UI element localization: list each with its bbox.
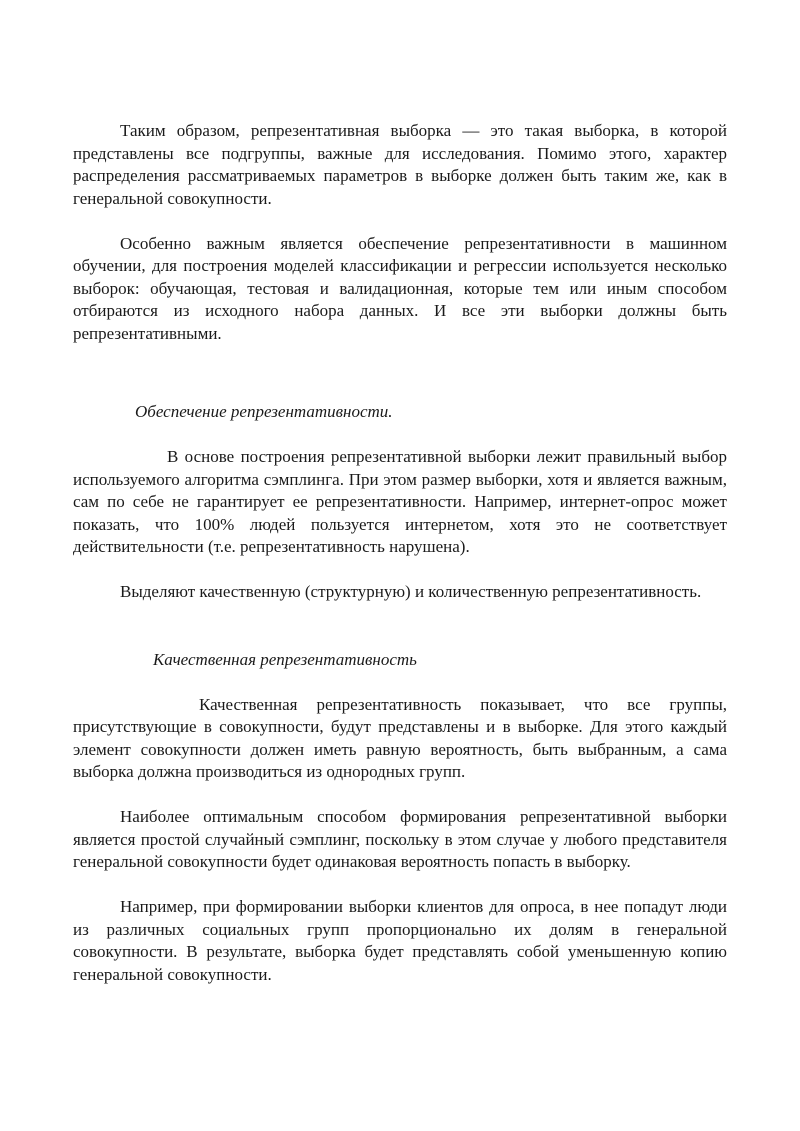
paragraph-survey-example: Например, при формировании выборки клиентов для опроса, в нее попадут люди из различных социальных групп пропорционально их долям в генеральной совокупности. В результате, выборка будет представлять собой уменьшенную копию генеральной совокупности. bbox=[73, 897, 727, 984]
paragraph-qualitative-definition: Качественная репрезентативность показывает, что все группы, присутствующие в совокупности, будут представлены и в выборке. Для этого каждый элемент совокупности должен иметь равную вероятность, быть выбранным, а сама выборка должна производиться из однородных групп. bbox=[73, 694, 727, 781]
section-spacer bbox=[73, 604, 727, 649]
section-heading-ensuring-representativeness: Обеспечение репрезентативности. bbox=[135, 402, 393, 421]
paragraph-representative-sample-definition: Таким образом, репрезентативная выборка — это такая выборка, в которой представлены все подгруппы, важные для исследования. Помимо этого, характер распределения рассматриваемых параметров в выборке должен быть таким же, как в генеральной совокупности. bbox=[73, 121, 727, 208]
paragraph-spacer bbox=[73, 784, 727, 807]
paragraph-spacer bbox=[73, 424, 727, 447]
paragraph-sampling-algorithm: В основе построения репрезентативной выборки лежит правильный выбор используемого алгоритма сэмплинга. При этом размер выборки, хотя и является важным, сам по себе не гарантирует ее репрезентативности. Например, интернет-опрос может показать, что 100% людей пользуется интернетом, хотя это не соответствует действительности (т.е. репрезентативность нарушена). bbox=[73, 447, 727, 556]
document-body bbox=[73, 120, 727, 986]
section-spacer bbox=[73, 345, 727, 401]
paragraph-spacer bbox=[73, 874, 727, 897]
paragraph-machine-learning: Особенно важным является обеспечение репрезентативности в машинном обучении, для построения моделей классификации и регрессии используется несколько выборок: обучающая, тестовая и валидационная, которые тем или иным способом отбираются из исходного набора данных. И все эти выборки должны быть репрезентативными. bbox=[73, 233, 727, 343]
paragraph-simple-random-sampling: Наиболее оптимальным способом формирования репрезентативной выборки является простой случайный сэмплинг, поскольку в этом случае у любого представителя генеральной совокупности будет одинаковая вероятность попасть в выборку. bbox=[73, 807, 727, 871]
paragraph-spacer bbox=[73, 559, 727, 582]
paragraph-representativeness-types: Выделяют качественную (структурную) и количественную репрезентативность. bbox=[120, 582, 702, 601]
section-heading-qualitative-representativeness: Качественная репрезентативность bbox=[153, 649, 417, 669]
paragraph-spacer bbox=[73, 671, 727, 694]
paragraph-spacer bbox=[73, 210, 727, 233]
